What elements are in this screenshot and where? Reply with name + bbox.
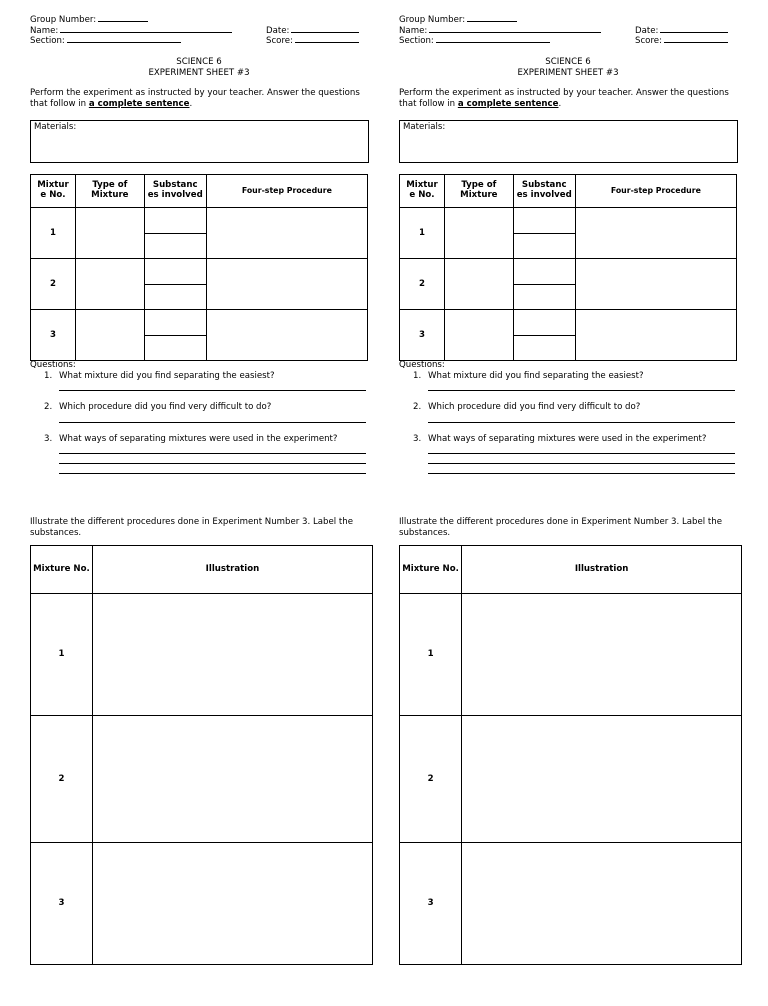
table-row — [400, 594, 742, 716]
question-2 — [44, 402, 271, 413]
student-info-header — [30, 14, 375, 48]
question-text: What mixture did you find separating the easiest? — [428, 371, 644, 381]
col-header-substances-involved: Substanc es involved — [144, 175, 206, 208]
score-blank[interactable] — [664, 35, 728, 43]
instructions-end: . — [189, 98, 193, 109]
question-number: 3. — [413, 434, 422, 444]
questions-label: Questions: — [399, 360, 445, 370]
substance-cell[interactable] — [513, 233, 575, 259]
procedure-cell[interactable] — [206, 259, 367, 310]
illustration-table-header — [400, 546, 742, 594]
subject-title: SCIENCE 6 — [176, 57, 222, 67]
col-header-illustration: Illustration — [92, 546, 372, 594]
illustration-cell[interactable] — [462, 594, 742, 716]
illustration-cell[interactable] — [92, 716, 372, 843]
col-header-type-of-mixture: Type of Mixture — [444, 175, 513, 208]
mixture-number-cell: 2 — [31, 716, 93, 843]
table-row — [31, 208, 368, 234]
illustration-table — [30, 545, 373, 965]
col-header-four-step-procedure: Four-step Procedure — [206, 175, 367, 208]
table-row — [400, 259, 737, 285]
answer-line[interactable] — [428, 463, 735, 464]
date-label: Date: — [266, 25, 290, 36]
instructions-end: . — [558, 98, 562, 109]
score-line — [635, 35, 728, 47]
instructions — [399, 88, 739, 109]
procedure-cell[interactable] — [206, 208, 367, 259]
col-header-illustration: Illustration — [462, 546, 742, 594]
group-number-blank[interactable] — [467, 14, 517, 22]
question-text: What mixture did you find separating the easiest? — [59, 371, 275, 381]
procedure-cell[interactable] — [575, 208, 736, 259]
table-row — [31, 843, 373, 965]
mixture-number-cell: 2 — [400, 259, 445, 310]
score-label: Score: — [635, 36, 662, 46]
col-header-substances-involved: Substanc es involved — [513, 175, 575, 208]
instructions-text: Perform the experiment as instructed by your teacher. Answer the questions that follow in — [30, 88, 360, 109]
group-number-blank[interactable] — [98, 14, 148, 22]
mixture-number-cell: 3 — [31, 843, 93, 965]
materials-label: Materials: — [34, 122, 77, 132]
procedure-table — [30, 174, 368, 361]
question-1 — [44, 371, 275, 382]
substance-cell[interactable] — [144, 259, 206, 285]
section-blank[interactable] — [67, 35, 181, 43]
table-row — [31, 259, 368, 285]
answer-line[interactable] — [59, 463, 366, 464]
substance-cell[interactable] — [513, 335, 575, 361]
table-row — [400, 208, 737, 234]
col-header-mixture-no: Mixtur e No. — [31, 175, 76, 208]
substance-cell[interactable] — [513, 208, 575, 234]
question-3 — [413, 434, 707, 445]
illustration-table — [399, 545, 742, 965]
answer-line[interactable] — [59, 422, 366, 423]
col-header-four-step-procedure: Four-step Procedure — [575, 175, 736, 208]
table-row — [400, 716, 742, 843]
question-number: 2. — [44, 402, 53, 412]
mixture-number-cell: 2 — [400, 716, 462, 843]
mixture-number-cell: 1 — [31, 594, 93, 716]
table-row — [31, 716, 373, 843]
mixture-number-cell: 3 — [400, 843, 462, 965]
question-text: What ways of separating mixtures were used in the experiment? — [59, 434, 338, 444]
answer-line[interactable] — [59, 473, 366, 474]
section-line — [399, 35, 550, 47]
name-label: Name: — [399, 25, 428, 36]
question-text: Which procedure did you find very difficult to do? — [428, 402, 641, 412]
name-blank[interactable] — [429, 25, 601, 33]
question-3 — [44, 434, 338, 445]
substance-cell[interactable] — [144, 208, 206, 234]
substance-cell[interactable] — [144, 310, 206, 336]
answer-line[interactable] — [59, 453, 366, 454]
answer-line[interactable] — [428, 453, 735, 454]
answer-line[interactable] — [59, 390, 366, 391]
sheet-title-block — [399, 57, 737, 78]
procedure-cell[interactable] — [575, 259, 736, 310]
illustration-cell[interactable] — [92, 594, 372, 716]
mixture-number-cell: 1 — [400, 594, 462, 716]
question-number: 3. — [44, 434, 53, 444]
subject-title: SCIENCE 6 — [545, 57, 591, 67]
mixture-number-cell: 3 — [400, 310, 445, 361]
section-blank[interactable] — [436, 35, 550, 43]
question-text: What ways of separating mixtures were used in the experiment? — [428, 434, 707, 444]
question-number: 1. — [44, 371, 53, 381]
score-blank[interactable] — [295, 35, 359, 43]
instructions — [30, 88, 370, 109]
experiment-sheet-title: EXPERIMENT SHEET #3 — [148, 67, 250, 78]
substance-cell[interactable] — [144, 284, 206, 310]
experiment-sheet-title: EXPERIMENT SHEET #3 — [517, 67, 619, 78]
name-blank[interactable] — [60, 25, 232, 33]
section-label: Section: — [399, 36, 434, 46]
mixture-number-cell: 1 — [31, 208, 76, 259]
question-number: 2. — [413, 402, 422, 412]
answer-line[interactable] — [428, 422, 735, 423]
table-row — [31, 594, 373, 716]
type-of-mixture-cell[interactable] — [75, 310, 144, 361]
section-line — [30, 35, 181, 47]
instructions-text: Perform the experiment as instructed by your teacher. Answer the questions that follow in — [399, 88, 729, 109]
type-of-mixture-cell[interactable] — [444, 259, 513, 310]
procedure-table-header — [400, 175, 737, 208]
date-blank[interactable] — [291, 25, 359, 33]
col-header-mixture-no: Mixture No. — [400, 546, 462, 594]
substance-cell[interactable] — [513, 259, 575, 285]
illustration-cell[interactable] — [462, 843, 742, 965]
question-1 — [413, 371, 644, 382]
procedure-table-header — [31, 175, 368, 208]
substance-cell[interactable] — [144, 233, 206, 259]
type-of-mixture-cell[interactable] — [444, 208, 513, 259]
procedure-cell[interactable] — [206, 310, 367, 361]
mixture-number-cell: 2 — [31, 259, 76, 310]
materials-box[interactable] — [399, 120, 738, 163]
question-number: 1. — [413, 371, 422, 381]
substance-cell[interactable] — [513, 284, 575, 310]
score-line — [266, 35, 359, 47]
illustration-table-header — [31, 546, 373, 594]
group-number-label: Group Number: — [399, 15, 466, 25]
materials-label: Materials: — [403, 122, 446, 132]
score-label: Score: — [266, 36, 293, 46]
type-of-mixture-cell[interactable] — [444, 310, 513, 361]
answer-line[interactable] — [428, 390, 735, 391]
substance-cell[interactable] — [513, 310, 575, 336]
date-blank[interactable] — [660, 25, 728, 33]
illustration-cell[interactable] — [92, 843, 372, 965]
section-label: Section: — [30, 36, 65, 46]
illustration-instructions: Illustrate the different procedures done in Experiment Number 3. Label the substances. — [30, 517, 353, 538]
procedure-cell[interactable] — [575, 310, 736, 361]
type-of-mixture-cell[interactable] — [75, 208, 144, 259]
question-text: Which procedure did you find very difficult to do? — [59, 402, 272, 412]
col-header-mixture-no: Mixtur e No. — [400, 175, 445, 208]
table-row — [400, 310, 737, 336]
table-row — [400, 843, 742, 965]
sheet-title-block — [30, 57, 368, 78]
col-header-mixture-no: Mixture No. — [31, 546, 93, 594]
instructions-emphasis: a complete sentence — [88, 98, 190, 109]
name-label: Name: — [30, 25, 59, 36]
mixture-number-cell: 3 — [31, 310, 76, 361]
question-2 — [413, 402, 640, 413]
group-number-label: Group Number: — [30, 15, 97, 25]
answer-line[interactable] — [428, 473, 735, 474]
instructions-emphasis: a complete sentence — [457, 98, 559, 109]
mixture-number-cell: 1 — [400, 208, 445, 259]
questions-label: Questions: — [30, 360, 76, 370]
date-label: Date: — [635, 25, 659, 36]
student-info-header — [399, 14, 744, 48]
col-header-type-of-mixture: Type of Mixture — [75, 175, 144, 208]
substance-cell[interactable] — [144, 335, 206, 361]
materials-box[interactable] — [30, 120, 369, 163]
table-row — [31, 310, 368, 336]
type-of-mixture-cell[interactable] — [75, 259, 144, 310]
illustration-cell[interactable] — [462, 716, 742, 843]
procedure-table — [399, 174, 737, 361]
illustration-instructions: Illustrate the different procedures done in Experiment Number 3. Label the substances. — [399, 517, 722, 538]
